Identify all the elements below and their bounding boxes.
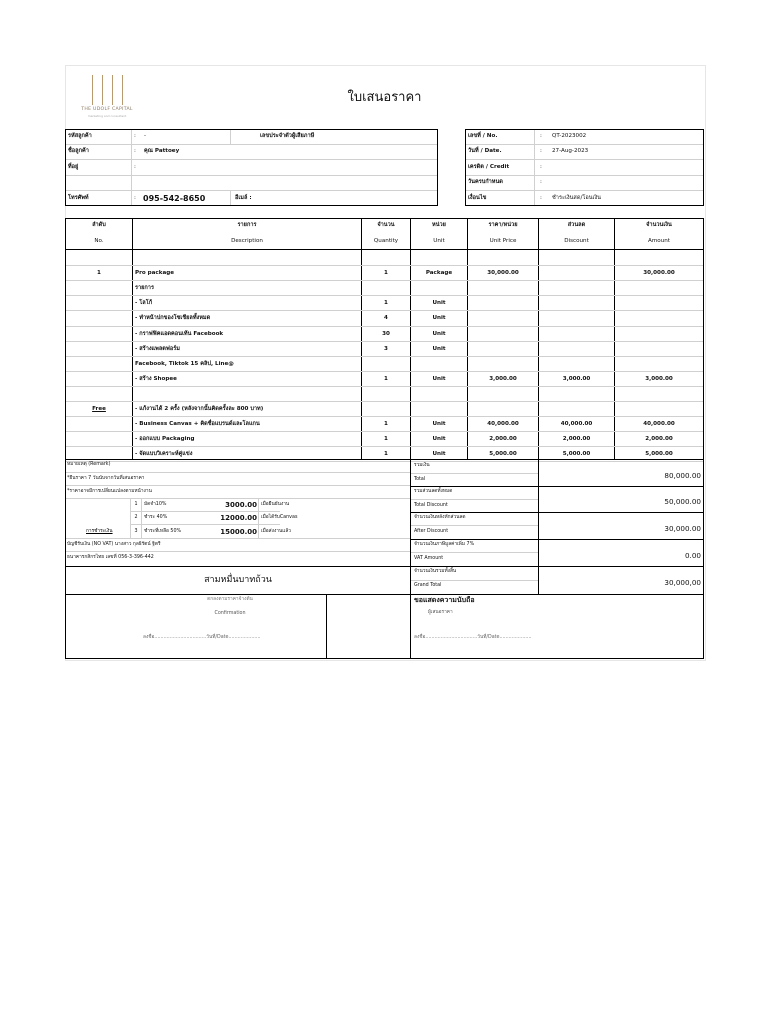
- quoter-signature-line: ลงชื่อ..................................วันที่/Date.....................: [414, 635, 532, 640]
- cell-discount: 2,000.00: [562, 436, 591, 442]
- discount-label-th: รวมส่วนลดทั้งหมด: [414, 489, 453, 494]
- cell-amount: 40,000.00: [643, 421, 675, 427]
- quoter-label: ผู้เสนอราคา: [428, 610, 453, 615]
- col-disc-th: ส่วนลด: [567, 222, 586, 228]
- colon: :: [134, 195, 136, 201]
- cell-description: - ออกแบบ Packaging: [135, 436, 195, 442]
- cell-description: - โลโก้: [135, 300, 153, 306]
- cell-amount: 2,000.00: [645, 436, 673, 442]
- terms-value: ชำระเงินสด/โอนเงิน: [552, 195, 601, 201]
- cell-unit-price: 5,000.00: [489, 451, 517, 457]
- cell-quantity: 1: [384, 421, 388, 427]
- cell-unit: Unit: [432, 331, 446, 337]
- amount-in-words: สามหมื่นบาทถ้วน: [204, 575, 272, 585]
- phone-value: 095-542-8650: [143, 194, 206, 203]
- company-name: THE UDOLF CAPITAL: [81, 107, 133, 112]
- cell-description: Facebook, Tiktok 15 คลิป, Line@: [135, 361, 234, 367]
- cell-no: 1: [97, 270, 101, 276]
- document-title: ใบเสนอราคา: [347, 90, 422, 105]
- cell-unit: Unit: [432, 315, 446, 321]
- installment-percent: ชำระที่เหลือ 50%: [144, 529, 182, 534]
- cell-unit-price: 40,000.00: [487, 421, 519, 427]
- doc-no-value: QT-2023002: [552, 133, 587, 139]
- installment-number: 1: [134, 502, 138, 507]
- total-label-en: Total: [414, 477, 426, 482]
- col-qty-en: Quantity: [373, 238, 399, 244]
- installment-number: 3: [134, 529, 138, 534]
- customer-signature-line: ลงชื่อ..................................วันที่/Date.....................: [143, 635, 261, 640]
- customer-code-value: -: [144, 133, 147, 139]
- regards-title: ขอแสดงความนับถือ: [414, 596, 475, 604]
- col-qty-th: จำนวน: [377, 222, 395, 228]
- cell-quantity: 1: [384, 300, 388, 306]
- cell-description: - จัดแบบวิเคราะห์คู่แข่ง: [135, 451, 193, 457]
- cell-amount: 5,000.00: [645, 451, 673, 457]
- cell-amount: 3,000.00: [645, 376, 673, 382]
- cell-quantity: 4: [384, 315, 388, 321]
- cell-description: - ทำหน้าปกของโซเชียลทั้งหมด: [135, 315, 211, 321]
- terms-label: เงื่อนไข: [468, 195, 487, 201]
- bank-account-number: ธนาคารกสิกรไทย เลขที่ 056-3-396-442: [67, 555, 154, 560]
- cell-quantity: 3: [384, 346, 388, 352]
- colon: :: [540, 148, 542, 154]
- credit-label: เครดิต / Credit: [468, 164, 510, 170]
- cell-discount: 5,000.00: [562, 451, 591, 457]
- address-label: ที่อยู่: [68, 164, 79, 170]
- tax-id-label: เลขประจำตัวผู้เสียภาษี: [260, 133, 315, 139]
- after-discount-label-en: After Discount: [414, 529, 449, 534]
- grand-total-value: 30,000,00: [664, 578, 701, 587]
- cell-unit-price: 30,000.00: [487, 270, 519, 276]
- cell-description: Pro package: [135, 270, 175, 276]
- company-tagline: marketing and consultant: [87, 114, 127, 118]
- col-desc-en: Description: [231, 238, 263, 244]
- cell-unit: Unit: [432, 436, 446, 442]
- colon: :: [540, 164, 542, 170]
- colon: :: [540, 133, 542, 139]
- colon: :: [134, 133, 136, 139]
- customer-name-label: ชื่อลูกค้า: [68, 148, 89, 154]
- cell-no: Free: [92, 406, 106, 412]
- col-no-en: No.: [94, 238, 104, 244]
- cell-description: - สร้าง Shopee: [135, 376, 177, 382]
- discount-label-en: Total Discount: [414, 503, 448, 508]
- confirmation-label-en: Confirmation: [214, 611, 246, 616]
- installment-amount: 3000.00: [225, 501, 257, 509]
- col-disc-en: Discount: [564, 238, 589, 244]
- grand-total-label-en: Grand Total: [414, 583, 442, 588]
- cell-quantity: 1: [384, 451, 388, 457]
- email-label: อีเมล์ :: [235, 195, 252, 201]
- installment-percent: ชำระ 40%: [144, 515, 168, 520]
- cell-description: - กราฟฟิคแอดคอนเท้น Facebook: [135, 331, 224, 337]
- cell-unit-price: 3,000.00: [489, 376, 517, 382]
- installment-percent: มัดจำ10%: [144, 502, 167, 507]
- cell-description: - แก้งานได้ 2 ครั้ง (หลังจากนั้นคิดครั้งละ 800 บาท): [135, 406, 264, 412]
- discount-value: 50,000.00: [664, 497, 701, 506]
- doc-date-label: วันที่ / Date.: [468, 148, 502, 154]
- installment-condition: เมื่อส่งงานแล้ว: [261, 529, 291, 534]
- cell-description: - สร้างแพลตฟอร์ม: [135, 346, 180, 352]
- cell-unit: Unit: [432, 451, 446, 457]
- cell-discount: 40,000.00: [560, 421, 593, 427]
- after-discount-label-th: จำนวนเงินหลังหักส่วนลด: [414, 515, 466, 520]
- installment-number: 2: [134, 515, 138, 520]
- cell-quantity: 1: [384, 376, 388, 382]
- phone-label: โทรศัพท์: [68, 195, 89, 201]
- cell-unit: Unit: [432, 421, 446, 427]
- cell-unit: Package: [425, 270, 453, 276]
- col-amount-en: Amount: [648, 238, 670, 244]
- installment-condition: เมื่อยืนยันงาน: [261, 502, 290, 507]
- vat-label-th: จำนวนเงินภาษีมูลค่าเพิ่ม 7%: [414, 542, 475, 547]
- cell-quantity: 1: [384, 270, 388, 276]
- col-unit-en: Unit: [433, 238, 445, 244]
- doc-date-value: 27-Aug-2023: [552, 148, 589, 154]
- colon: :: [134, 148, 136, 154]
- colon: :: [134, 164, 136, 170]
- cell-quantity: 30: [382, 331, 390, 337]
- cell-unit-price: 2,000.00: [489, 436, 517, 442]
- grand-total-label-th: จำนวนเงินรวมทั้งสิ้น: [414, 569, 457, 574]
- total-value: 80,000.00: [664, 471, 701, 480]
- remark-line-2: *ราคาอาจมีการเปลี่ยนแปลงตามหน้างาน: [67, 489, 152, 494]
- col-no-th: ลำดับ: [92, 222, 106, 228]
- bank-account-name: บัญชีรับเงิน (NO VAT) นางสาว กุลธิรัตน์ ฐิตรี: [67, 542, 161, 547]
- vat-value: 0.00: [684, 551, 701, 560]
- col-unit-th: หน่วย: [432, 222, 446, 228]
- payment-label: การชำระเงิน: [86, 529, 113, 534]
- vat-label-en: VAT Amount: [414, 556, 444, 561]
- customer-name-value: คุณ Pattoey: [144, 148, 180, 154]
- colon: :: [540, 195, 542, 201]
- remark-label: หมายเหตุ (Remark): [67, 462, 111, 467]
- colon: :: [540, 179, 542, 185]
- cell-amount: 30,000.00: [643, 270, 675, 276]
- cell-unit: Unit: [432, 346, 446, 352]
- due-date-label: วันครบกำหนด: [468, 179, 503, 185]
- confirmation-label-th: ตกลงตามราคาจ้างต้น: [207, 597, 253, 602]
- installment-amount: 15000.00: [220, 528, 257, 536]
- col-price-en: Unit Price: [489, 238, 517, 244]
- installment-condition: เมื่อได้รับCanvas: [261, 515, 298, 520]
- installment-amount: 12000.00: [220, 514, 257, 522]
- col-price-th: ราคา/หน่วย: [488, 222, 518, 228]
- cell-unit: Unit: [432, 376, 446, 382]
- cell-discount: 3,000.00: [562, 376, 591, 382]
- col-desc-th: รายการ: [237, 222, 257, 228]
- cell-description: รายการ: [135, 285, 154, 291]
- remark-line-1: *ยืนราคา 7 วันนับจากวันที่เสนอราคา: [67, 476, 145, 481]
- cell-quantity: 1: [384, 436, 388, 442]
- after-discount-value: 30,000.00: [664, 524, 701, 533]
- total-label-th: รวมเงิน: [414, 463, 430, 468]
- customer-code-label: รหัสลูกค้า: [68, 133, 92, 139]
- doc-no-label: เลขที่ / No.: [468, 133, 498, 139]
- cell-unit: Unit: [432, 300, 446, 306]
- cell-description: - Business Canvas + คิดชื่อแบรนด์และโลแกน: [135, 421, 260, 427]
- col-amount-th: จำนวนเงิน: [646, 222, 672, 228]
